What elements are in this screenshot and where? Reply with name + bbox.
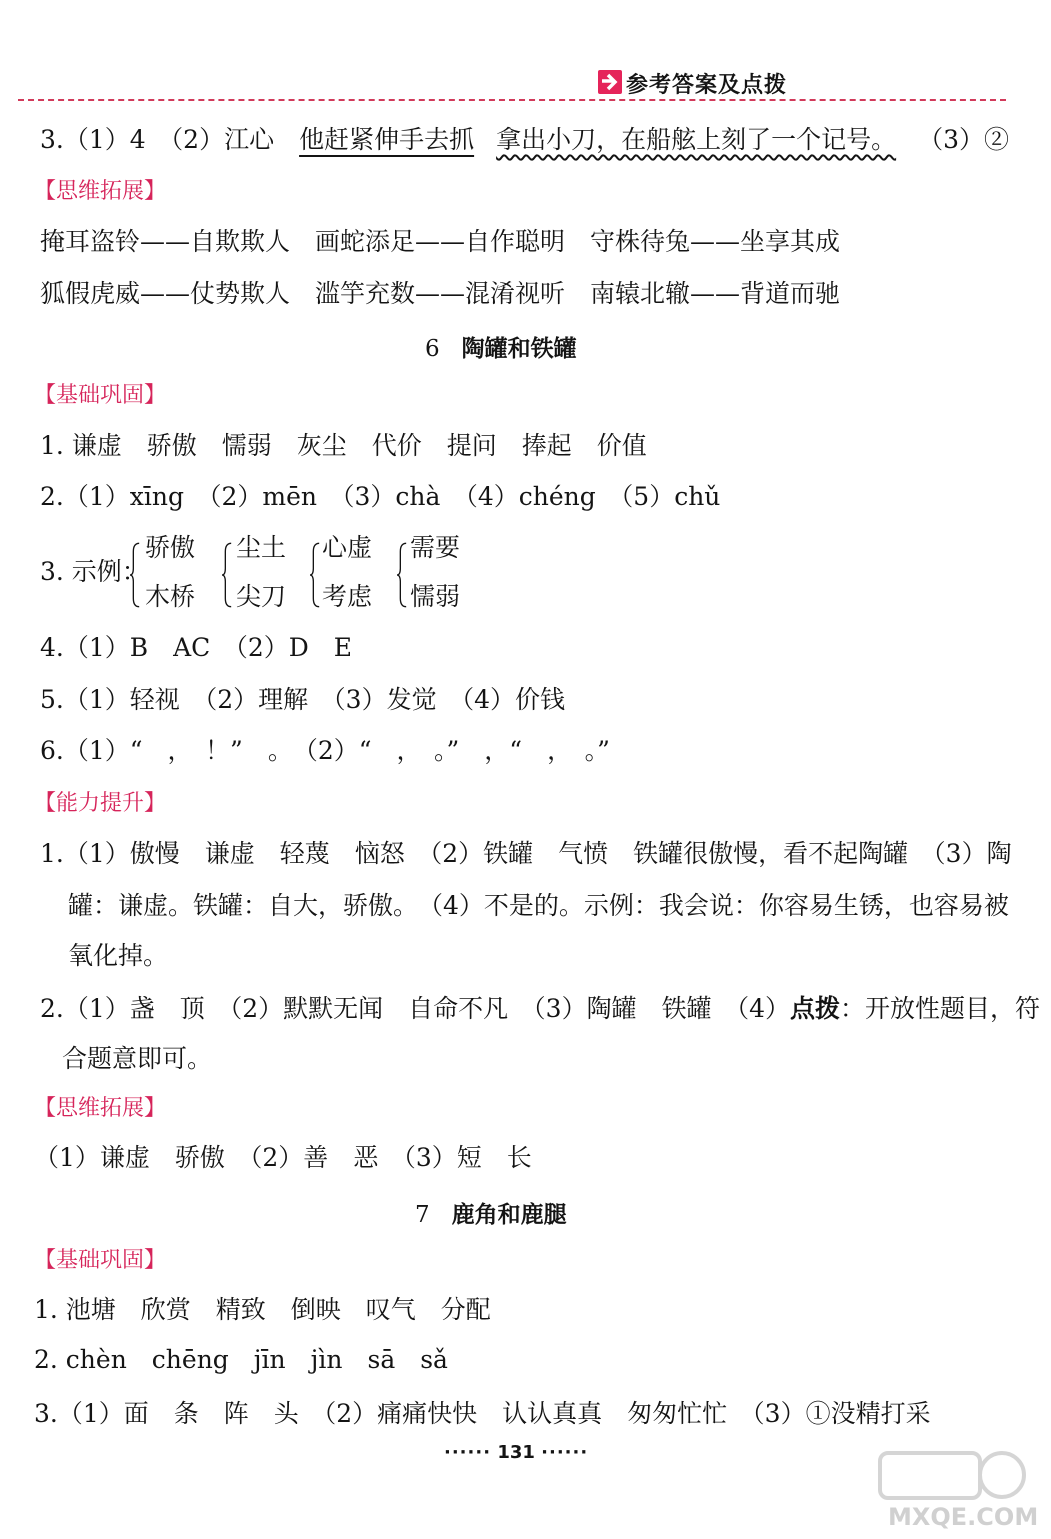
answer-line-4: 4.（1）B AC （2）D E: [40, 633, 353, 662]
ability-line-1: 1.（1）傲慢 谦虚 轻蔑 恼怒 （2）铁罐 气愤 铁罐很傲慢，看不起陶罐 （3）陶: [40, 839, 1012, 868]
section-basic-consolidation-2: 【基础巩固】: [34, 1248, 167, 1273]
arrow-right-icon: [598, 70, 622, 94]
underlined-answer-1: 他赶紧伸手去抓: [299, 125, 475, 154]
ability-line-2-cont: 合题意即可。: [62, 1044, 213, 1073]
ability-line-1-cont-2: 氧化掉。: [68, 941, 169, 970]
lesson-6-title: 6 陶罐和铁罐: [425, 336, 577, 362]
answer-line-6-punctuation: 6.（1）“ ， ！” 。 （2）“ ， 。” ，“ ， 。”: [40, 736, 610, 765]
answer-line-1: 1. 谦虚 骄傲 懦弱 灰尘 代价 提问 捧起 价值: [40, 431, 647, 460]
brace-icon: [310, 535, 320, 615]
answer-line-2-pinyin: 2.（1）xīng （2）mēn （3）chà （4）chéng （5）chǔ: [40, 482, 721, 511]
lesson7-answer-line-3: 3.（1）面 条 阵 头 （2）痛痛快快 认认真真 匆匆忙忙 （3）①没精打采: [34, 1399, 931, 1428]
word-group-3-top: 心虚: [322, 533, 373, 562]
word-group-4-top: 需要: [410, 533, 461, 562]
extension-answer-line: （1）谦虚 骄傲 （2）善 恶 （3）短 长: [34, 1143, 532, 1172]
word-group-4-bottom: 懦弱: [410, 582, 461, 611]
word-group-3-bottom: 考虑: [322, 582, 373, 611]
brace-icon: [130, 535, 140, 615]
answer-line-3-lesson5: 3.（1）4 （2）江心 他赶紧伸手去抓 拿出小刀，在船舷上刻了一个记号。 （3）②: [40, 125, 1010, 154]
ability-line-1-cont: 罐：谦虚。铁罐：自大，骄傲。 （4）不是的。示例：我会说：你容易生锈，也容易被: [68, 891, 1009, 920]
page-number: ······ 131 ······: [444, 1442, 589, 1463]
word-group-2-bottom: 尖刀: [236, 582, 287, 611]
header-divider: [18, 99, 1006, 101]
section-thinking-extension-2: 【思维拓展】: [34, 1096, 167, 1121]
lesson7-answer-line-1: 1. 池塘 欣赏 精致 倒映 叹气 分配: [34, 1295, 491, 1324]
wavy-underlined-answer: 拿出小刀，在船舷上刻了一个记号。: [496, 125, 897, 154]
idiom-pairs-row-2: 狐假虎威——仗势欺人 滥竽充数——混淆视听 南辕北辙——背道而驰: [40, 279, 841, 308]
word-group-2-top: 尘土: [236, 533, 287, 562]
hint-label: 点拨: [789, 994, 840, 1023]
header-title: 参考答案及点拨: [626, 73, 788, 98]
section-basic-consolidation: 【基础巩固】: [34, 383, 167, 408]
brace-icon: [397, 535, 407, 615]
section-ability-improvement: 【能力提升】: [34, 791, 167, 816]
idiom-pairs-row-1: 掩耳盗铃——自欺欺人 画蛇添足——自作聪明 守株待兔——坐享其成: [40, 227, 841, 256]
lesson7-answer-line-2: 2. chèn chēng jīn jìn sā sǎ: [34, 1345, 448, 1374]
word-group-1-bottom: 木桥: [145, 582, 196, 611]
ability-line-2: 2.（1）盏 顶 （2）默默无闻 自命不凡 （3）陶罐 铁罐 （4）点拨：开放性题目，符: [40, 994, 1041, 1023]
section-thinking-extension: 【思维拓展】: [34, 179, 167, 204]
answer-line-5: 5.（1）轻视 （2）理解 （3）发觉 （4）价钱: [40, 685, 565, 714]
lesson-7-title: 7 鹿角和鹿腿: [415, 1202, 567, 1228]
watermark-logo: [870, 1445, 1040, 1535]
word-group-1-top: 骄傲: [145, 533, 196, 562]
brace-icon: [222, 535, 232, 615]
watermark-text: MXQE.COM: [888, 1503, 1039, 1531]
answer-line-3-prefix: 3. 示例：: [40, 557, 147, 586]
